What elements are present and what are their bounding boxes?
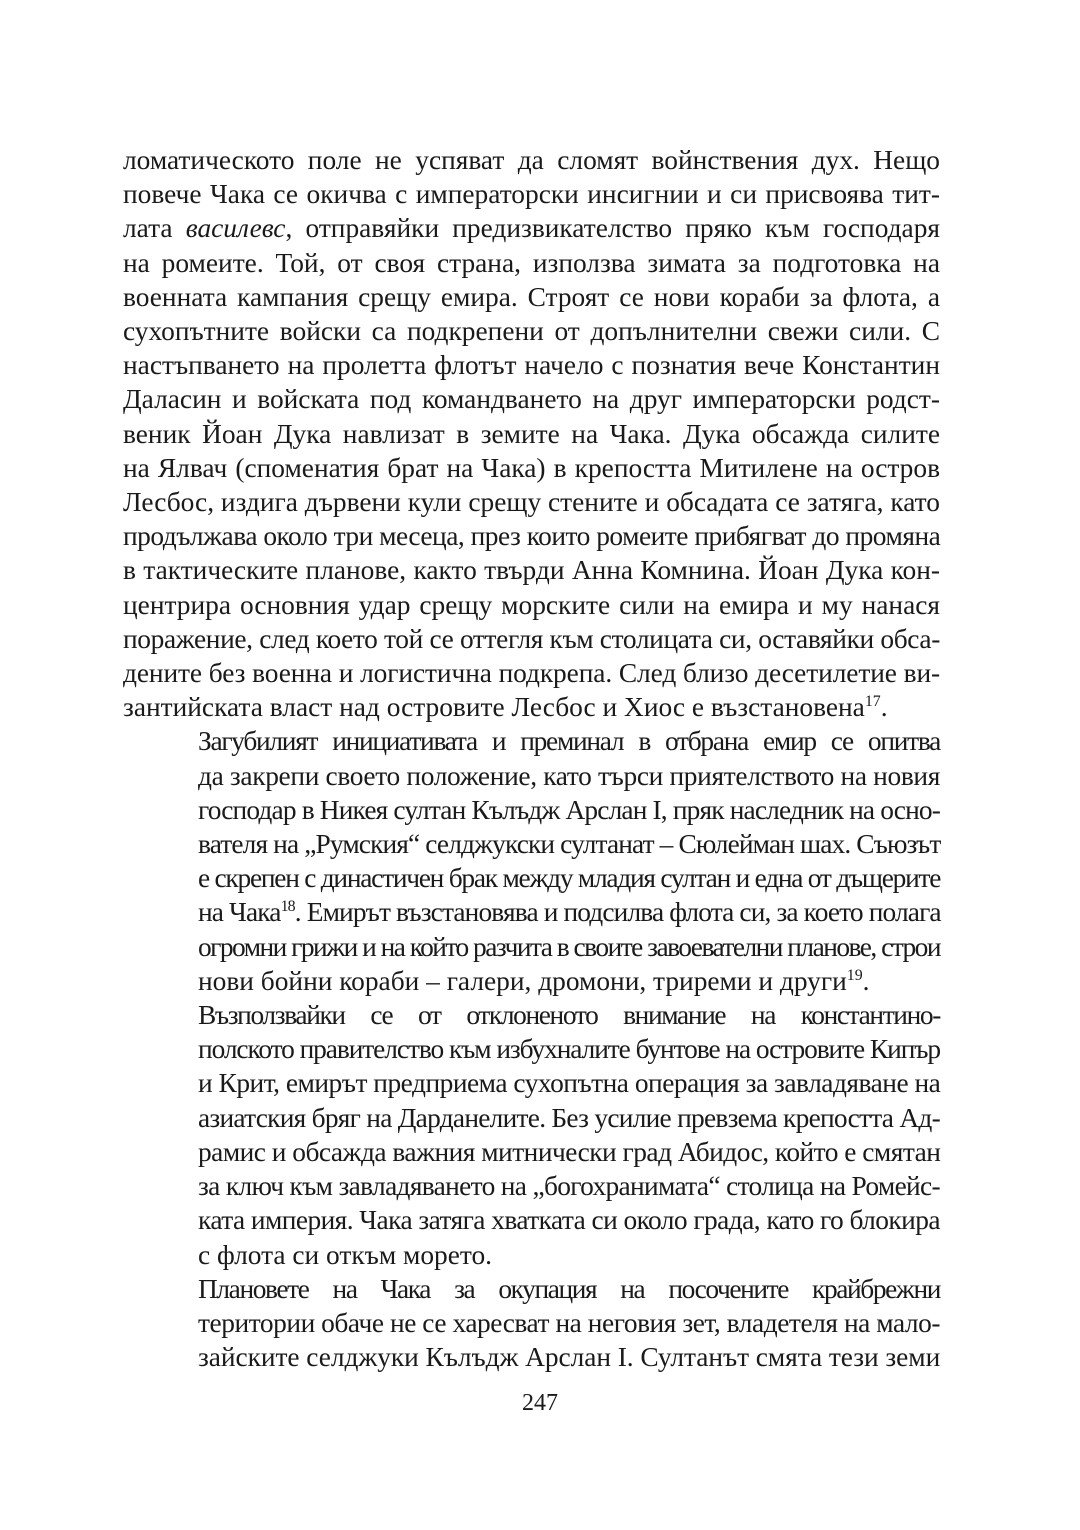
footnote-reference: 18 (280, 898, 295, 916)
text-line: сухопътните войски са подкрепени от допълнителни свежи сили. С (123, 316, 940, 347)
text-line: Даласин и войската под командването на друг императорски родст- (123, 384, 940, 415)
text-line: центрира основния удар срещу морските сили на емира и му нанася (123, 589, 940, 620)
text-line: на Ялвач (споменатия брат на Чака) в крепостта Митилене на остров (123, 452, 940, 483)
text-line: ломатическото поле не успяват да сломят войнствения дух. Нещо (123, 145, 940, 175)
page-number: 247 (522, 1390, 558, 1416)
footnote-reference: 17 (864, 693, 881, 711)
body-text (123, 143, 940, 1374)
text-line: Загубилият инициативата и преминал в отбрана емир се опитва (198, 726, 940, 757)
text-line: за ключ към завладяването на „богохранимата“ столица на Ромейс- (198, 1171, 940, 1202)
paragraph (123, 143, 940, 724)
paragraph (123, 724, 940, 998)
text-line: поражение, след което той се оттегля към столицата си, оставяйки обса- (123, 623, 940, 654)
paragraph (123, 998, 940, 1272)
text-line: нови бойни кораби – галери, дромони, триреми и други$^{19}$. (198, 965, 870, 996)
text-line: на Чака$^{18}$. Емирът възстановява и подсилва флота си, за което полага (198, 897, 941, 928)
italic-term: василевс (185, 213, 286, 244)
text-line: рамис и обсажда важния митнически град Абидос, който е смятан (198, 1136, 941, 1167)
text-line: Възползвайки се от отклоненото внимание на константино- (198, 1000, 940, 1031)
text-line: в тактическите планове, както твърди Анна Комнина. Йоан Дука кон- (123, 555, 940, 586)
text-line: Лесбос, издига дървени кули срещу стените и обсадата се затяга, като (123, 487, 940, 518)
text-line: с флота си откъм морето. (198, 1239, 493, 1270)
text-line: полското правителство към избухналите бунтове на островите Кипър (198, 1034, 940, 1065)
text-line: веник Йоан Дука навлизат в земите на Чака. Дука обсажда силите (123, 418, 940, 449)
text-line: продължава около три месеца, през които ромеите прибягват до промяна (123, 521, 941, 552)
text-line: вателя на „Румския“ селджукски султанат – Сюлейман шах. Съюзът (198, 829, 941, 860)
text-line: Плановете на Чака за окупация на посочените крайбрежни (198, 1273, 940, 1304)
text-line: ката империя. Чака затяга хватката си около града, като го блокира (198, 1205, 940, 1236)
text-line: азиатския бряг на Дарданелите. Без усилие превзема крепостта Ад- (198, 1102, 940, 1133)
footnote-reference: 19 (846, 967, 863, 985)
text-line: повече Чака се окичва с императорски инсигнии и си присвоява тит- (123, 179, 940, 210)
text-line: господар в Никея султан Кълъдж Арслан I, пряк наследник на осно- (198, 794, 941, 825)
paragraph (123, 1272, 940, 1375)
text-line: зантийската власт над островите Лесбос и Хиос е възстановена$^{17}$. (123, 692, 888, 723)
text-line: и Крит, емирът предприема сухопътна операция за завладяване на (198, 1068, 941, 1099)
text-line: лата василевс, отправяйки предизвикателство пряко към господаря (123, 213, 940, 244)
text-line: на ромеите. Той, от своя страна, използва зимата за подготовка на (123, 247, 940, 278)
text-line: военната кампания срещу емира. Строят се нови кораби за флота, а (123, 281, 940, 312)
text-line: е скрепен с династичен брак между младия султан и една от дъщерите (198, 863, 941, 894)
text-line: територии обаче не се харесват на неговия зет, владетеля на мало- (198, 1307, 941, 1338)
text-line: настъпването на пролетта флотът начело с познатия вече Константин (123, 350, 940, 381)
text-line: дените без военна и логистична подкрепа. След близо десетилетие ви- (123, 658, 941, 689)
text-line: огромни грижи и на който разчита в своите завоевателни планове, строи (198, 931, 940, 962)
text-line: да закрепи своето положение, като търси приятелството на новия (198, 760, 941, 791)
text-line: зайските селджуки Кълъдж Арслан I. Султанът смята тези земи (198, 1342, 941, 1373)
